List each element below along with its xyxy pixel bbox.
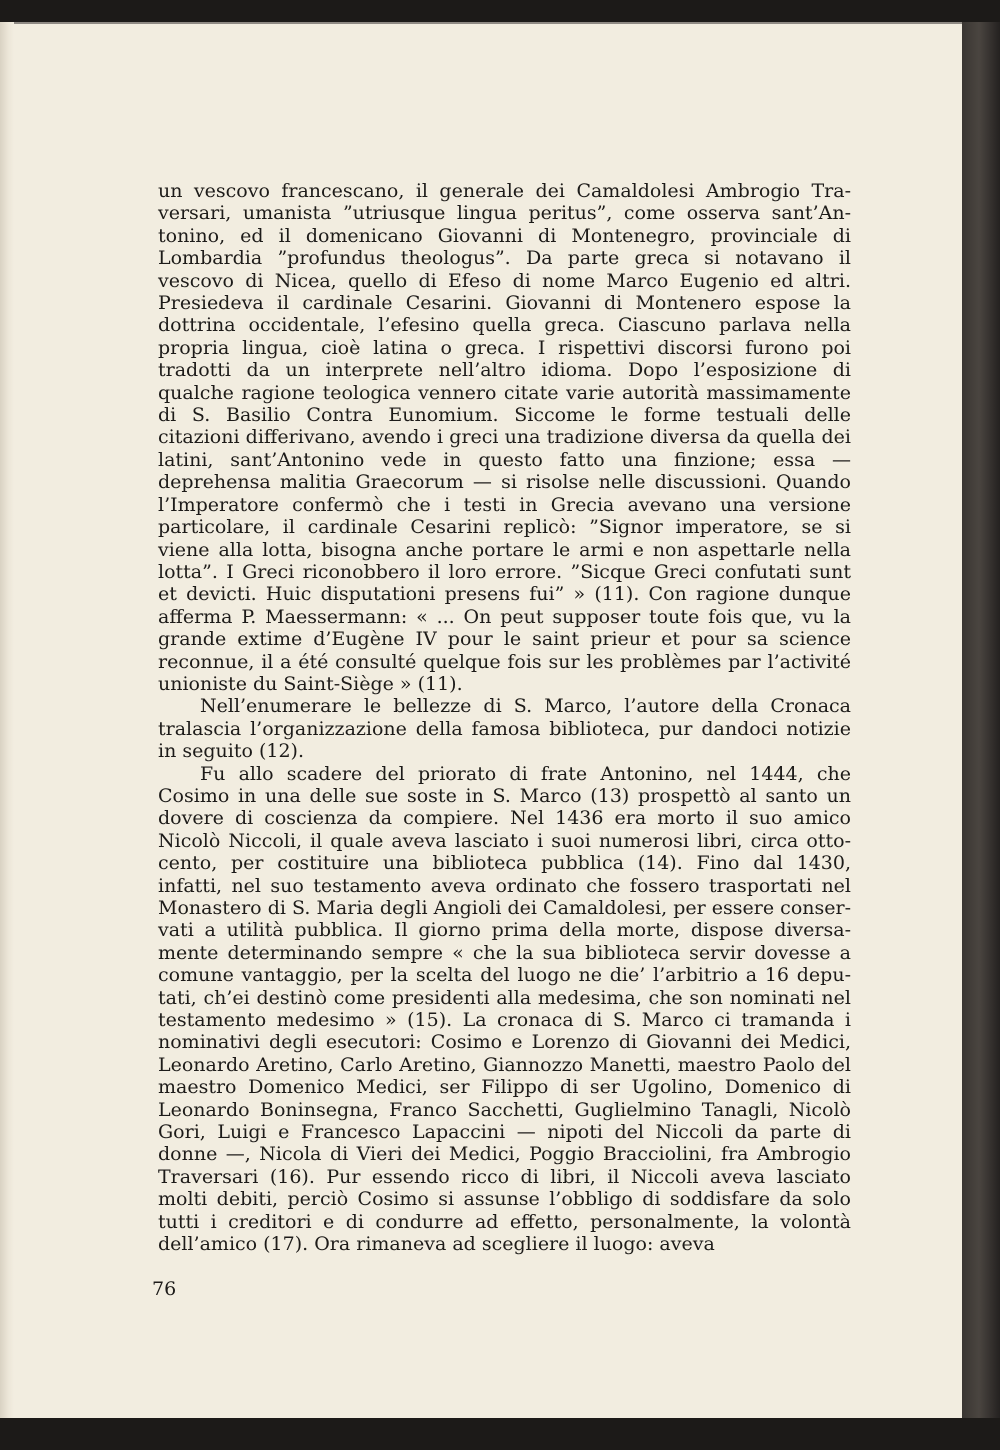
page-left-edge xyxy=(0,22,14,1427)
page-number: 76 xyxy=(152,1278,177,1300)
body-text xyxy=(158,180,851,1256)
paragraph-1: un vescovo francescano, il generale dei Camaldolesi Ambrogio Traversari, umanista ”utriusque lingua peritus”, come osserva sant’Antonino, ed il domenicano Giovanni di Montenegro, provinciale di Lombardia ”profundus theologus”. Da parte greca si notavano il vescovo di Nicea, quello di Efeso di nome Marco Eugenio ed altri. Presiedeva il cardinale Cesarini. Giovanni di Montenero espose la dottrina occidentale, l’efesino quella greca. Ciascuno parlava nella propria lingua, cioè latina o greca. I rispettivi discorsi furono poi tradotti da un interprete nell’altro idioma. Dopo l’esposizione di qualche ragione teologica vennero citate varie autorità massimamente di S. Basilio Contra Eunomium. Siccome le forme testuali delle citazioni differivano, avendo i greci una tradizione diversa da quella dei latini, sant’Antonino vede in questo fatto una finzione; essa — deprehensa malitia Graecorum — si risolse nelle discussioni. Quando l’Imperatore confermò che i testi in Grecia avevano una versione particolare, il cardinale Cesarini replicò: ”Signor imperatore, se si viene alla lotta, bisogna anche portare le armi e non aspettarle nella lotta”. I Greci riconobbero il loro errore. ”Sicque Greci confutati sunt et devicti. Huic disputationi presens fui” » (11). Con ragione dunque afferma P. Maessermann: « ... On peut supposer toute fois que, vu la grande extime d’Eugène IV pour le saint prieur et pour sa science reconnue, il a été consulté quelque fois sur les problèmes par l’activité unioniste du Saint-Siège » (11). xyxy=(158,180,851,695)
paragraph-3: Fu allo scadere del priorato di frate Antonino, nel 1444, che Cosimo in una delle sue soste in S. Marco (13) prospettò al santo un dovere di coscienza da compiere. Nel 1436 era morto il suo amico Nicolò Niccoli, il quale aveva lasciato i suoi numerosi libri, circa ottocento, per costituire una biblioteca pubblica (14). Fino dal 1430, infatti, nel suo testamento aveva ordinato che fossero trasportati nel Monastero di S. Maria degli Angioli dei Camaldolesi, per essere conservati a utilità pubblica. Il giorno prima della morte, dispose diversamente determinando sempre « che la sua biblioteca servir dovesse a comune vantaggio, per la scelta del luogo ne die’ l’arbitrio a 16 deputati, ch’ei destinò come presidenti alla medesima, che son nominati nel testamento medesimo » (15). La cronaca di S. Marco ci tramanda i nominativi degli esecutori: Cosimo e Lorenzo di Giovanni dei Medici, Leonardo Aretino, Carlo Aretino, Giannozzo Manetti, maestro Paolo del maestro Domenico Medici, ser Filippo di ser Ugolino, Domenico di Leonardo Boninsegna, Franco Sacchetti, Guglielmino Tanagli, Nicolò Gori, Luigi e Francesco Lapaccini — nipoti del Niccoli da parte di donne —, Nicola di Vieri dei Medici, Poggio Bracciolini, fra Ambrogio Traversari (16). Pur essendo ricco di libri, il Niccoli aveva lasciato molti debiti, perciò Cosimo si assunse l’obbligo di soddisfare da solo tutti i creditori e di condurre ad effetto, personalmente, la volontà dell’amico (17). Ora rimaneva ad scegliere il luogo: aveva xyxy=(158,762,851,1256)
page-bottom-edge xyxy=(0,1418,1000,1450)
paragraph-2: Nell’enumerare le bellezze di S. Marco, l’autore della Cronaca tralascia l’organizzazione della famosa biblioteca, pur dandoci notizie in seguito (12). xyxy=(158,695,851,763)
book-gutter xyxy=(962,22,1000,1427)
